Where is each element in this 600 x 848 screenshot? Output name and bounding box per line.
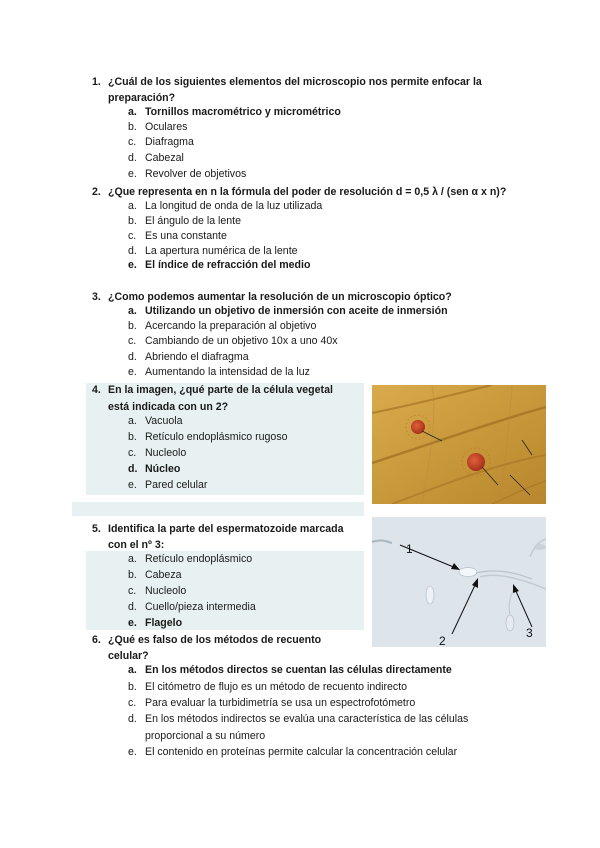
option-letter: a. [128,200,137,212]
sperm-label-3: 3 [526,626,533,640]
option-text: Diafragma [145,136,194,148]
option-text: Es una constante [145,230,227,242]
option-letter: a. [128,305,137,317]
option-text: En los métodos indirectos se evalúa una característica de las células [145,713,469,725]
option-text: Cabeza [145,569,182,581]
option-text: El ángulo de la lente [145,215,242,227]
option-letter: d. [128,463,138,475]
option-letter: b. [128,121,137,133]
question-number: 4. [92,384,101,396]
question-number: 6. [92,634,101,646]
option-letter: a. [128,553,137,565]
question-number: 3. [92,291,101,303]
question-number: 1. [92,76,101,88]
option-text: Vacuola [145,415,183,427]
option-text: La apertura numérica de la lente [145,245,298,257]
option-letter: a. [128,664,137,676]
question-line: ¿Cuál de los siguientes elementos del microscopio nos permite enfocar la [108,76,482,88]
question-line: Identifica la parte del espermatozoide marcada [108,523,344,535]
option-text: Tornillos macrométrico y micrométrico [145,106,341,118]
option-letter: b. [128,215,137,227]
option-text: Cabezal [145,152,184,164]
question-line: ¿Que representa en n la fórmula del poder de resolución d = 0,5 λ / (sen α x n)? [108,186,507,198]
option-letter: b. [128,681,137,693]
option-letter: c. [128,136,137,148]
option-letter: b. [128,569,137,581]
option-letter: d. [128,152,137,164]
option-text: El índice de refracción del medio [145,259,311,271]
option-letter: d. [128,601,137,613]
option-letter: c. [128,447,137,459]
option-text: Cambiando de un objetivo 10x a uno 40x [145,335,338,347]
option-letter: d. [128,245,137,257]
option-text-continued: proporcional a su número [145,730,266,742]
option-text: Acercando la preparación al objetivo [145,320,317,332]
sperm-label-2: 2 [439,634,446,647]
option-text: Revolver de objetivos [145,168,247,180]
option-text: Utilizando un objetivo de inmersión con aceite de inmersión [145,305,448,317]
option-letter: c. [128,585,137,597]
sperm-micrograph [372,517,546,647]
question-number: 2. [92,186,101,198]
option-text: Aumentando la intensidad de la luz [145,366,310,378]
option-letter: c. [128,335,137,347]
option-text: Núcleo [145,463,181,475]
question-line: está indicada con un 2? [108,401,229,413]
option-text: Oculares [145,121,188,133]
option-letter: e. [128,259,137,271]
option-letter: b. [128,431,137,443]
option-letter: d. [128,713,137,725]
option-text: Cuello/pieza intermedia [145,601,256,613]
question-line: ¿Como podemos aumentar la resolución de un microscopio óptico? [108,291,452,303]
option-text: El citómetro de flujo es un método de recuento indirecto [145,681,408,693]
option-text: Retículo endoplásmico rugoso [145,431,288,443]
question-line: preparación? [108,92,176,104]
option-letter: a. [128,106,137,118]
option-letter: d. [128,351,137,363]
option-text: El contenido en proteínas permite calcular la concentración celular [145,746,458,758]
option-letter: c. [128,697,137,709]
option-letter: e. [128,168,137,180]
option-text: Pared celular [145,479,208,491]
question-line: En la imagen, ¿qué parte de la célula vegetal [108,384,333,396]
option-text: Retículo endoplásmico [145,553,253,565]
option-letter: e. [128,366,137,378]
plant-cell-micrograph [372,385,546,504]
sperm-label-1: 1 [406,542,413,556]
option-text: Para evaluar la turbidimetría se usa un espectrofotómetro [145,697,416,709]
option-letter: b. [128,320,137,332]
question-line: ¿Qué es falso de los métodos de recuento [108,634,322,646]
question-line: celular? [108,650,149,662]
option-text: Abriendo el diafragma [145,351,249,363]
option-text: Nucleolo [145,447,187,459]
option-letter: c. [128,230,137,242]
option-letter: e. [128,479,137,491]
option-letter: e. [128,617,137,629]
question-line: con el nº 3: [108,539,165,551]
option-text: En los métodos directos se cuentan las células directamente [145,664,452,676]
option-letter: a. [128,415,137,427]
option-letter: e. [128,746,137,758]
option-text: Nucleolo [145,585,187,597]
q4-shaded-strip [72,502,364,516]
option-text: La longitud de onda de la luz utilizada [145,200,323,212]
question-number: 5. [92,523,101,535]
option-text: Flagelo [145,617,183,629]
